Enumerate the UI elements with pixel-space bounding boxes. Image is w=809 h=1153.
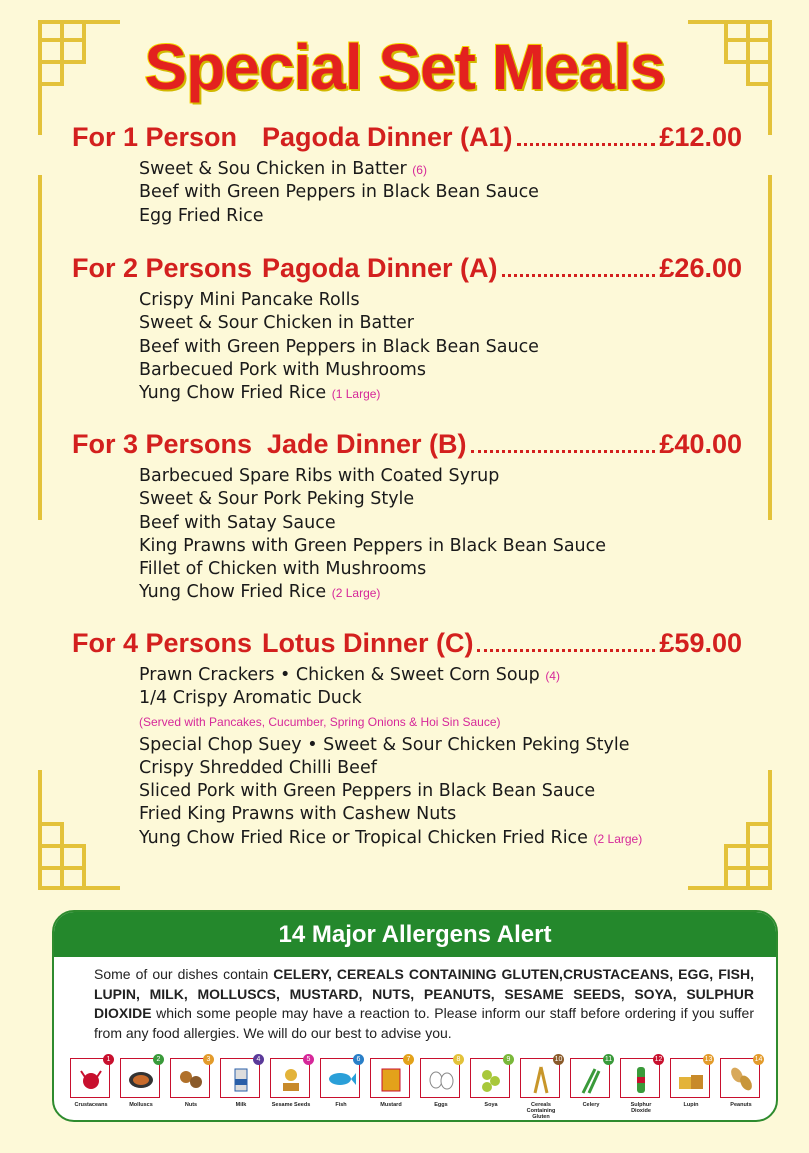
dot-leader [502,274,656,277]
dot-leader [517,143,656,146]
egg-icon [420,1058,460,1098]
section-header [72,253,742,287]
list-item: Sweet & Sour Chicken in Batter [139,313,414,334]
list-item: Crispy Shredded Chilli Beef [139,757,377,778]
peanut-icon [720,1056,763,1098]
list-item: Yung Chow Fried Rice (2 Large) [139,582,381,603]
price: £59.00 [659,628,742,658]
item-note: (2 Large) [331,586,381,601]
allergen-item [620,1058,662,1120]
allergen-item [470,1058,512,1120]
list-item: Sweet & Sour Pork Peking Style [139,489,415,510]
list-item: Barbecued Spare Ribs with Coated Syrup [139,466,500,486]
allergen-number: 9 [503,1054,514,1065]
set-meal-section [72,253,742,405]
allergen-description: Some of our dishes contain CELERY, CEREALS CONTAINING GLUTEN,CRUSTACEANS, EGG, FISH, LUPIN, MILK, MOLLUSCS, MUSTARD, NUTS, PEANUTS, SESAME SEEDS, SOYA, SULPHUR DIOXIDE which some people may have a reaction to. Please inform our staff before ordering if you suffer from any food allergies. We will do our best to advise you. [94,966,754,1041]
allergen-number: 3 [203,1054,214,1065]
allergen-item [320,1058,362,1120]
allergen-label: Sulphur Dioxide [630,1102,652,1114]
list-item: Barbecued Pork with Mushrooms [139,359,426,380]
allergen-number: 8 [453,1054,464,1065]
price: £26.00 [659,253,742,283]
allergen-alert-panel [52,910,778,1122]
allergen-label: Crustaceans [74,1102,108,1108]
persons-label: For 3 Persons [72,429,253,459]
section-header [72,628,742,662]
allergen-item [370,1058,412,1120]
list-item: Fillet of Chicken with Mushrooms [139,559,427,580]
list-item: Special Chop Suey • Sweet & Sour Chicken Peking Style [139,734,630,755]
item-note: (Served with Pancakes, Cucumber, Spring Onions & Hoi Sin Sauce) [139,714,501,729]
allergen-label: Molluscs [129,1102,153,1108]
allergen-label: Soya [484,1102,498,1108]
allergen-number: 6 [353,1054,364,1065]
list-item: Fried King Prawns with Cashew Nuts [139,804,457,825]
allergen-icon-row [70,1058,762,1120]
mustard-icon [370,1058,410,1098]
allergen-number: 12 [654,1056,663,1063]
allergen-number: 1 [103,1054,114,1065]
allergen-item [70,1058,112,1120]
page-title: Special Set Meals [144,31,665,103]
persons-label: For 1 Person [72,122,238,152]
celery-icon [570,1056,613,1098]
bottle-icon [620,1056,663,1098]
dinner-name: Lotus Dinner (C) [262,628,474,658]
allergen-title: 14 Major Allergens Alert [54,912,776,957]
persons-label: For 2 Persons [72,253,253,283]
allergen-item [570,1058,612,1120]
allergen-label: Cereals Containing Gluten [526,1102,556,1120]
list-item: Egg Fried Rice [139,205,264,226]
allergen-label: Peanuts [730,1102,752,1108]
item-note: (6) [412,163,427,177]
allergen-item [720,1058,762,1120]
allergen-label: Lupin [683,1102,699,1108]
wheat-icon [520,1056,563,1098]
soya-icon [470,1058,510,1098]
list-item: 1/4 Crispy Aromatic Duck [139,688,362,709]
allergen-number: 14 [754,1056,763,1063]
list-item: Yung Chow Fried Rice (1 Large) [139,383,381,404]
lupin-icon [670,1056,713,1098]
fish-icon [320,1058,360,1098]
allergen-number: 2 [153,1054,164,1065]
persons-label: For 4 Persons [72,628,253,658]
dot-leader [471,450,656,453]
allergen-label: Fish [335,1102,347,1108]
section-header [72,122,742,156]
set-meal-section [72,122,742,228]
nut-icon [170,1058,210,1098]
list-item: Crispy Mini Pancake Rolls [139,290,360,310]
milk-icon [220,1058,260,1098]
item-note: (2 Large) [593,831,643,846]
dot-leader [477,649,655,652]
allergen-number: 4 [253,1054,264,1065]
allergen-number: 10 [554,1056,563,1063]
section-header [72,429,742,463]
list-item: King Prawns with Green Peppers in Black Bean Sauce [139,535,607,556]
allergen-label: Nuts [184,1102,198,1108]
dinner-name: Jade Dinner (B) [267,429,467,459]
set-meal-section [72,429,742,605]
list-item: Beef with Green Peppers in Black Bean Sauce [139,182,539,203]
allergen-item [120,1058,162,1120]
allergen-item [170,1058,212,1120]
set-meal-section [72,628,742,850]
list-item: Prawn Crackers • Chicken & Sweet Corn Soup (4) [139,665,560,685]
allergen-number: 5 [303,1054,314,1065]
price: £12.00 [659,122,742,152]
sesame-icon [270,1058,310,1098]
allergen-number: 11 [604,1056,613,1063]
mussel-icon [120,1058,160,1098]
price: £40.00 [659,429,742,459]
allergen-label: Mustard [380,1102,402,1108]
allergen-number: 13 [704,1056,713,1063]
allergen-label: Eggs [434,1102,448,1108]
crab-icon [70,1058,110,1098]
list-item: Beef with Satay Sauce [139,512,336,533]
list-item: Beef with Green Peppers in Black Bean Sauce [139,336,539,357]
allergen-item [520,1058,562,1120]
allergen-item [420,1058,462,1120]
allergen-label: Sesame Seeds [271,1102,311,1108]
allergen-item [220,1058,262,1120]
item-note: (1 Large) [331,387,381,402]
allergen-item [270,1058,312,1120]
item-note: (4) [545,669,560,683]
list-item: Sliced Pork with Green Peppers in Black Bean Sauce [139,781,596,802]
list-item: Yung Chow Fried Rice or Tropical Chicken Fried Rice (2 Large) [139,827,643,848]
allergen-number: 7 [403,1054,414,1065]
dinner-name: Pagoda Dinner (A1) [262,122,513,152]
allergen-label: Celery [582,1102,600,1108]
allergen-label: Milk [235,1102,247,1108]
list-item: Sweet & Sou Chicken in Batter (6) [139,159,427,179]
allergen-item [670,1058,712,1120]
dinner-name: Pagoda Dinner (A) [262,253,498,283]
